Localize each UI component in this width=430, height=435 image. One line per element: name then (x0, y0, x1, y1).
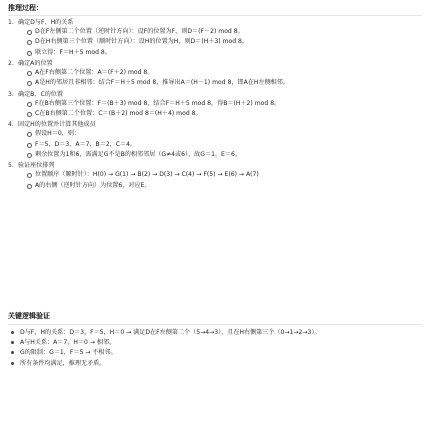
step-item: D在H右侧第三个位置（顺时针方向）：设H的位置为H，则D＝(H＋3) mod 8。 (26, 38, 315, 46)
step-title-text: 固定H的位置并计算其他成员 (18, 121, 96, 129)
reasoning-step (8, 19, 422, 57)
step-title (8, 19, 422, 27)
step-title-text: 确定D与F、H的关系 (18, 19, 74, 26)
step-item: F在B右侧第三个位置：F＝(B＋3) mod 8，结合F＝H＋5 mod 8，得B＝(H＋2) mod 8。 (26, 100, 315, 108)
step-item: 联立得：F＝H＋5 mod 8。 (26, 49, 315, 57)
verification-item: A与H关系：A＝7，H＝0 → 相邻。 (8, 339, 350, 347)
step-title (8, 121, 422, 129)
reasoning-step (8, 91, 422, 119)
step-number: 3. (8, 90, 14, 98)
step-item: A的右侧（逆时针方向）为位置6，对应E。 (26, 182, 315, 190)
step-number: 1. (8, 19, 14, 26)
step-title-text: 确定A的位置 (18, 59, 53, 67)
step-items (8, 69, 422, 87)
step-item: D在F左侧第二个位置（逆时针方向）：设F的位置为F，则D＝(F－2) mod 8。 (26, 28, 315, 36)
step-item: A在F右侧第二个位置：A＝(F＋2) mod 8。 (26, 69, 315, 77)
step-item: A是H的邻居且非相邻：结合F＝H＋5 mod 8，推导出A＝(H－1) mod 8，即A在H左侧相邻。 (26, 79, 315, 87)
verification-item: G的限制：G＝1，F＝5 → 不相邻。 (8, 349, 350, 357)
step-item: 剩余位置为1和6，需满足G不是B的相邻邻居（G≠4或6），故G＝1，E＝6。 (26, 151, 315, 159)
step-item: 位置顺序（顺时针）：H(0) → G(1) → B(2) → D(3) → C(4) → F(5) → E(6) → A(7) (26, 171, 430, 179)
step-number: 5. (8, 162, 14, 170)
step-title (8, 162, 422, 170)
reasoning-steps (8, 19, 422, 193)
step-title-text: 验证座位排列 (18, 162, 55, 170)
step-items (8, 171, 422, 189)
reasoning-step (8, 121, 422, 159)
step-items (8, 28, 422, 57)
step-items (8, 100, 422, 118)
step-title (8, 60, 422, 68)
verification-list (8, 329, 422, 370)
reasoning-step (8, 162, 422, 190)
step-number: 4. (8, 121, 14, 129)
verification-item: 所有条件均满足，推理无矛盾。 (8, 360, 350, 368)
verification-heading: 关键逻辑验证 (8, 312, 50, 320)
step-number: 2. (8, 59, 14, 67)
step-item: 假设H＝0，则： (26, 130, 315, 138)
divider (8, 324, 422, 325)
step-title (8, 91, 422, 99)
divider (8, 15, 422, 16)
step-items (8, 130, 422, 159)
verification-item: D与F、H的关系：D＝3，F＝5，H＝0 → 满足D在F左侧第二个（5→4→3），且在H右侧第三个（0→1→2→3）。 (8, 329, 350, 337)
step-item: C在B右侧第二个位置：C＝(B＋2) mod 8＝(H＋4) mod 8。 (26, 110, 315, 118)
reasoning-step (8, 60, 422, 88)
step-title-text: 确定B、C的位置 (18, 90, 63, 98)
reasoning-heading: 推理过程： (8, 4, 43, 12)
step-item: F＝5，D＝3，A＝7，B＝2，C＝4。 (26, 141, 315, 149)
